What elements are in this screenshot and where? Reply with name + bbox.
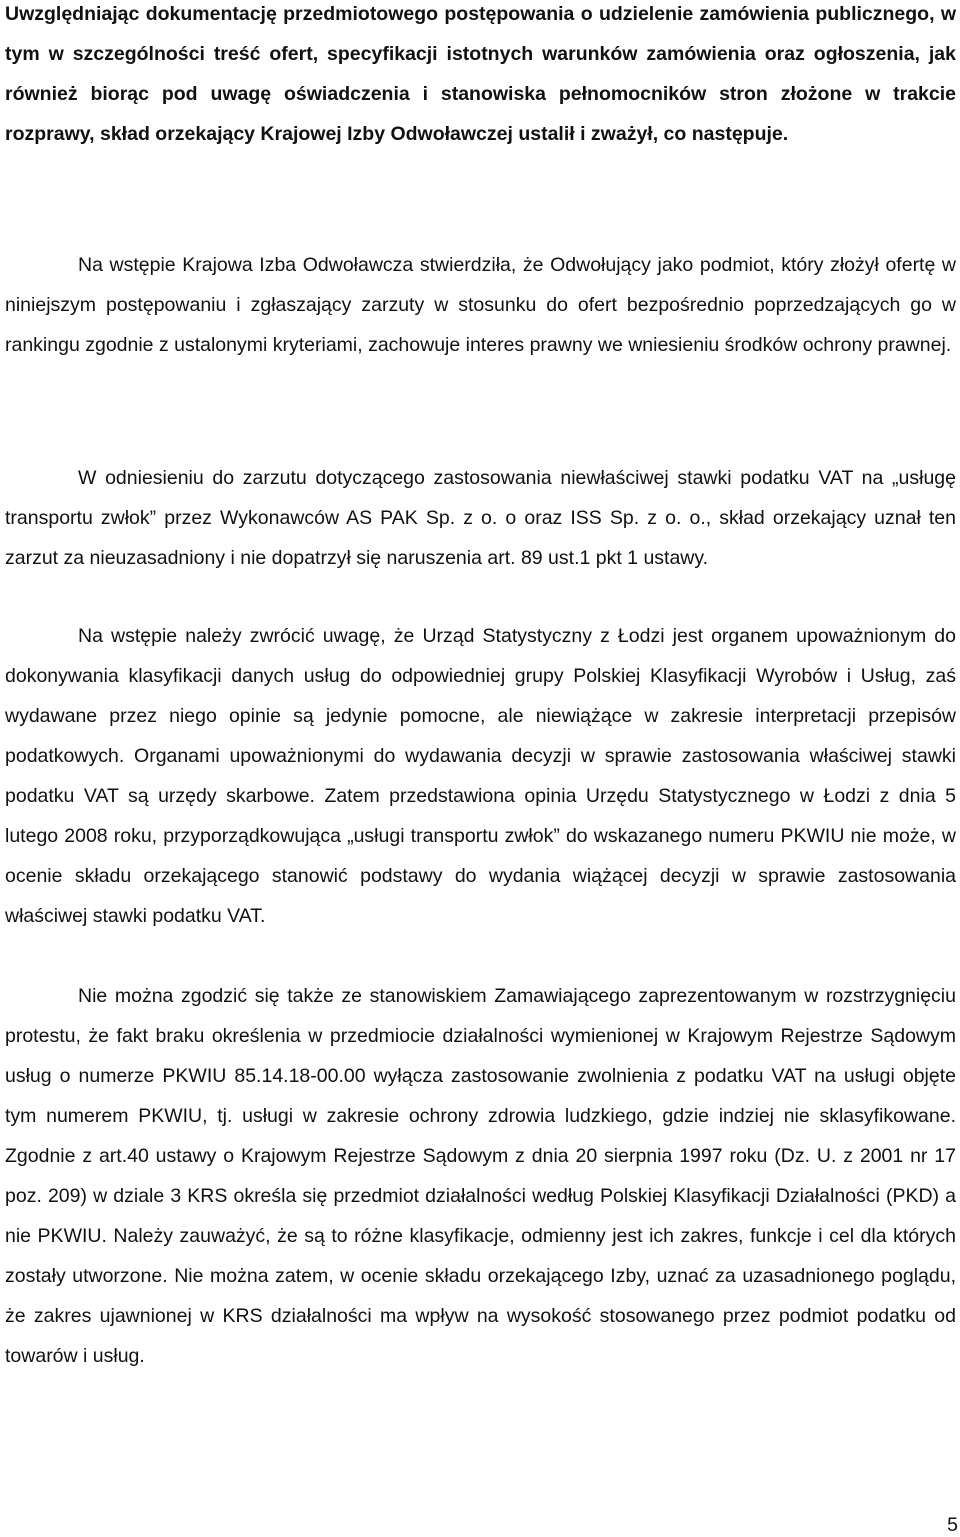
document-page: [5, 0, 956, 1537]
page-number: 5: [947, 1514, 958, 1536]
body-paragraph: Na wstępie Krajowa Izba Odwoławcza stwierdziła, że Odwołujący jako podmiot, który złożył ofertę w niniejszym postępowaniu i zgłaszający zarzuty w stosunku do ofert bezpośrednio poprzedzających go w rankingu zgodnie z ustalonymi kryteriami, zachowuje interes prawny we wniesieniu środków ochrony prawnej.: [5, 254, 956, 356]
intro-paragraph: Uwzględniając dokumentację przedmiotowego postępowania o udzielenie zamówienia publicznego, w tym w szczególności treść ofert, specyfikacji istotnych warunków zamówienia oraz ogłoszenia, jak również biorąc pod uwagę oświadczenia i stanowiska pełnomocników stron złożone w trakcie rozprawy, skład orzekający Krajowej Izby Odwoławczej ustalił i zważył, co następuje.: [5, 3, 956, 145]
body-paragraph: W odniesieniu do zarzutu dotyczącego zastosowania niewłaściwej stawki podatku VAT na „usługę transportu zwłok” przez Wykonawców AS PAK Sp. z o. o oraz ISS Sp. z o. o., skład orzekający uznał ten zarzut za nieuzasadniony i nie dopatrzył się naruszenia art. 89 ust.1 pkt 1 ustawy.: [5, 467, 956, 569]
body-paragraph: Nie można zgodzić się także ze stanowiskiem Zamawiającego zaprezentowanym w rozstrzygnięciu protestu, że fakt braku określenia w przedmiocie działalności wymienionej w Krajowym Rejestrze Sądowym usług o numerze PKWIU 85.14.18-00.00 wyłącza zastosowanie zwolnienia z podatku VAT na usługi objęte tym numerem PKWIU, tj. usługi w zakresie ochrony zdrowia ludzkiego, gdzie indziej nie sklasyfikowane. Zgodnie z art.40 ustawy o Krajowym Rejestrze Sądowym z dnia 20 sierpnia 1997 roku (Dz. U. z 2001 nr 17 poz. 209) w dziale 3 KRS określa się przedmiot działalności według Polskiej Klasyfikacji Działalności (PKD) a nie PKWIU. Należy zauważyć, że są to różne klasyfikacje, odmienny jest ich zakres, funkcje i cel dla których zostały utworzone. Nie można zatem, w ocenie składu orzekającego Izby, uznać za uzasadnionego poglądu, że zakres ujawnionej w KRS działalności ma wpływ na wysokość stosowanego przez podmiot podatku od towarów i usług.: [5, 985, 956, 1367]
body-paragraph: Na wstępie należy zwrócić uwagę, że Urząd Statystyczny z Łodzi jest organem upoważnionym do dokonywania klasyfikacji danych usług do odpowiedniej grupy Polskiej Klasyfikacji Wyrobów i Usług, zaś wydawane przez niego opinie są jedynie pomocne, ale niewiążące w zakresie interpretacji przepisów podatkowych. Organami upoważnionymi do wydawania decyzji w sprawie zastosowania właściwej stawki podatku VAT są urzędy skarbowe. Zatem przedstawiona opinia Urzędu Statystycznego w Łodzi z dnia 5 lutego 2008 roku, przyporządkowująca „usługi transportu zwłok” do wskazanego numeru PKWIU nie może, w ocenie składu orzekającego stanowić podstawy do wydania wiążącej decyzji w sprawie zastosowania właściwej stawki podatku VAT.: [5, 625, 956, 927]
